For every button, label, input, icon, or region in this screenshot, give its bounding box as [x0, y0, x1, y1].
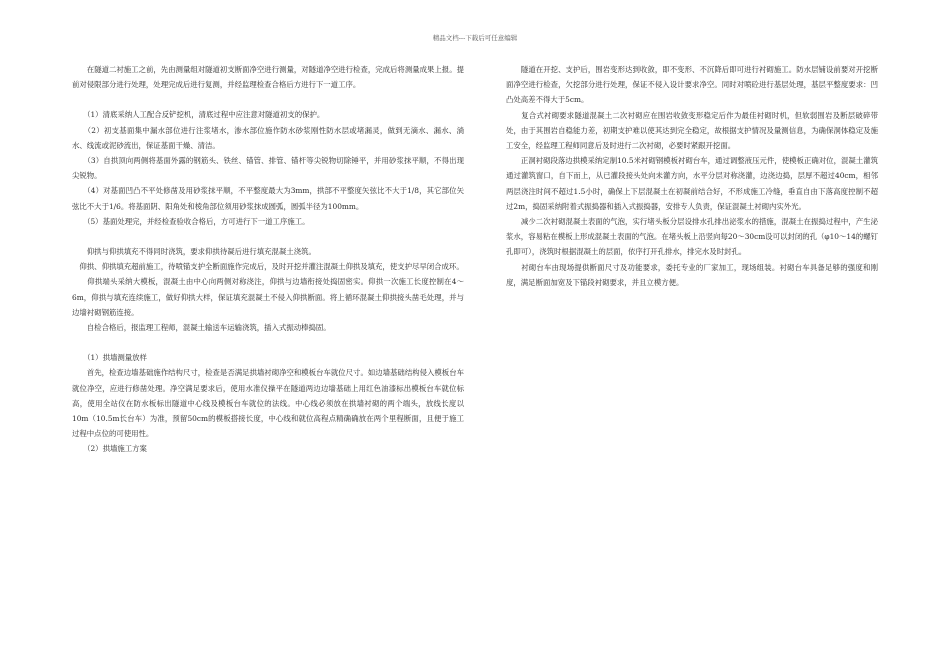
paragraph: 仰拱与仰拱填充不得同时浇筑，要求仰拱待凝后进行填充混凝土浇筑。 [72, 247, 316, 257]
paragraph: （4）对基面凹凸不平处修凿及用砂浆抹平顺，不平整度最大为3mm，拱部不平整度矢弦比不大于1/8，其它部位矢弦比不大于1/6。将基面阴、阳角处和棱角部位须用砂浆抹成圆弧，圆弧半径为100mm。 [72, 186, 464, 211]
paragraph: 首先，检查边墙基础施作结构尺寸，检查是否满足拱墙衬砌净空和模板台车就位尺寸。如边墙基础结构侵入模板台车就位净空，应进行修凿处理。净空满足要求后，使用水准仪操平在隧道两边边墙基础上用红色油漆标出模板台车就位标高，使用全站仪在防水板标出隧道中心线及模板台车就位的法线。中心线必须放在拱墙衬砌的两个端头，放线长度以10m（10.5m长台车）为准，预留50cm的模板搭接长度，中心线和就位高程点精确确放在两个里程断面，且便于施工过程中点位的可使用性。 [72, 368, 464, 439]
paragraph: 在隧道二衬施工之前，先由测量组对隧道初支断面净空进行测量，对隧道净空进行检查，完成后将测量成果上报。提前对侵限部分进行处理，处理完成后进行复测，并经监理检查合格后方进行下一道工序。 [72, 65, 464, 90]
paragraph: 仰拱端头采纳大模板，混凝土由中心向两侧对称浇注，仰拱与边墙衔接处捣固密实。仰拱一次施工长度控制在4～6m，仰拱与填充连续施工，做好仰拱大样，保证填充混凝土不侵入仰拱断面。将上循环混凝土仰拱接头凿毛处理，并与边墙衬砌钢筋连接。 [72, 277, 464, 317]
paragraph-gap [72, 335, 464, 350]
paragraph-gap [72, 92, 464, 107]
paragraph: （5）基面处理完，并经检查验收合格后，方可进行下一道工序施工。 [72, 216, 310, 226]
paragraph-gap [72, 229, 464, 244]
paragraph: （3）自拱顶向两侧将基面外露的钢筋头、铁丝、锚管、排管、锚杆等尖锐物切除锤平，并用砂浆抹平顺，不得出现尖锐物。 [72, 156, 464, 181]
paragraph: （1）拱墙测量放样 [72, 353, 147, 363]
paragraph: 仰拱、仰拱填充超前施工，待喷锚支护全断面施作完成后，及时开挖并灌注混凝土仰拱及填充，使支护尽早闭合成环。 [72, 262, 464, 272]
right-column [506, 62, 878, 290]
paragraph: 自检合格后，报监理工程师，混凝土输送车运输浇筑，插入式振动棒捣固。 [72, 323, 331, 333]
paragraph: （2）初支基面集中漏水部位进行注浆堵水，渗水部位施作防水砂浆刚性防水层或堵漏灵，做到无滴水、漏水、淌水、线流或泥砂流出，保证基面干燥、清洁。 [72, 125, 464, 150]
paragraph: 隧道在开挖、支护后，围岩变形达到收敛，即不变形、不沉降后即可进行衬砌施工。防水层铺设前要对开挖断面净空进行检查，欠挖部分进行处理，保证不侵入设计要求净空。同时对喷砼进行基层处理，基层平整度要求：凹凸处高差不得大于5cm。 [506, 65, 878, 105]
page-header: 精品文档---下载后可任意编辑 [432, 34, 518, 42]
paragraph: （1）清底采纳人工配合反铲挖机，清底过程中应注意对隧道初支的保护。 [72, 110, 325, 120]
paragraph: （2）拱墙施工方案 [72, 444, 147, 454]
paragraph: 减少二次衬砌混凝土表面的气泡，实行堵头板分层设排水孔排出泌浆水的措施，混凝土在振捣过程中，产生泌浆水，容易粘在模板上形成混凝土表面的气泡。在堵头板上沿竖向每20～30cm设可以封闭的孔（φ10～14的螺钉孔即可），浇筑时根据混凝土的层面，依序打开孔排水，排完水及时封孔。 [506, 217, 878, 257]
paragraph: 正洞衬砌段落边拱模采纳定制10.5米衬砌钢模板衬砌台车，通过调整液压元件，使模板正确对位，混凝土灌筑通过灌筑窗口，自下而上，从已灌段接头处向未灌方向，水平分层对称浇灌，边浇边捣，层厚不超过40cm，相邻两层浇注时间不超过1.5小时，确保上下层混凝土在初凝前结合好，不形成施工冷缝，垂直自由下落高度控制不超过2m，捣固采纳附着式振捣器和插入式振捣器，安排专人负责，保证混凝土衬砌内实外光。 [506, 156, 878, 211]
paragraph: 复合式衬砌要求隧道混凝土二次衬砌应在围岩收敛变形稳定后作为最佳衬砌时机，但软弱围岩及断层破碎带处，由于其围岩自稳能力差，初期支护难以使其达到完全稳定，故根据支护情况及量测信息，为确保洞体稳定及施工安全，经监理工程师同意后及时进行二次衬砌，必要时紧跟开挖面。 [506, 110, 878, 151]
paragraph: 衬砌台车由现场提供断面尺寸及功能要求，委托专业的厂家加工，现场组装。衬砌台车具备足够的强度和刚度，满足断面加宽及下锚段衬砌要求，并且立模方便。 [506, 262, 878, 287]
left-column [72, 62, 464, 457]
